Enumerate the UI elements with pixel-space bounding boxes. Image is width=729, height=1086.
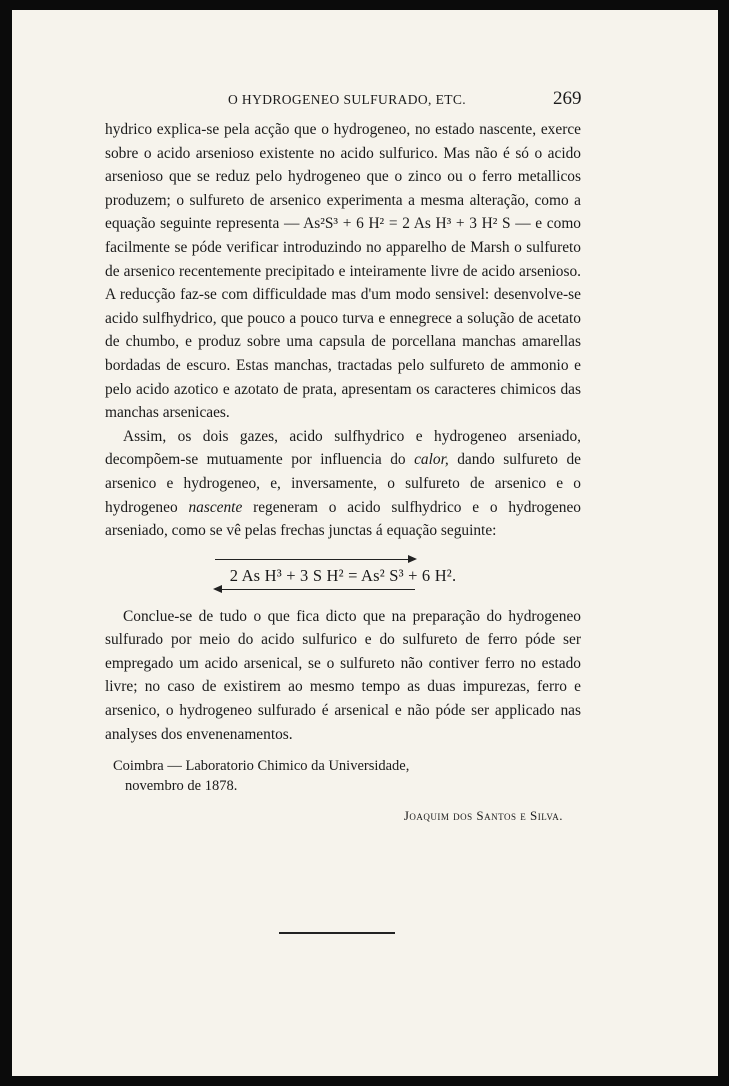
equation-formula: 2 As H³ + 3 S H² = As² S³ + 6 H². xyxy=(229,565,457,585)
end-rule xyxy=(279,932,395,934)
paragraph-1: hydrico explica-se pela acção que o hydrogeneo, no estado nascente, exerce sobre o acido arsenioso existente no acido sulfurico. Mas não é só o acido arsenioso que se reduz pelo hydrogeneo que o zinco ou o ferro metallicos produzem; o sulfureto de arsenico experimenta a mesma alteração, como a equação seguinte representa — As²S³ + 6 H² = 2 As H³ + 3 H² S — e como facilmente se póde verificar introduzindo no apparelho de Marsh o sulfureto de arsenico recentemente precipitado e inteiramente livre de acido arsenioso. A reducção faz-se com difficuldade mas d'um modo sensivel: desenvolve-se acido sulfhydrico, que pouco a pouco turva e ennegrece a solução de acetato de chumbo, e produz sobre uma capsula de porcellana manchas amarellas bordadas de escuro. Estas manchas, tractadas pelo sulfureto de ammonio e pelo acido azotico e azotato de prata, apresentam os caracteres chimicos das manchas arsenicaes. xyxy=(105,121,581,422)
reverse-arrow xyxy=(215,589,415,590)
forward-arrow xyxy=(215,559,415,560)
italic-calor: calor, xyxy=(414,451,449,469)
date-line: novembro de 1878. xyxy=(125,778,238,795)
page-number: 269 xyxy=(553,88,582,109)
author-signature: Joaquim dos Santos e Silva. xyxy=(403,808,563,824)
paragraph-2-part-a: Assim, os dois gazes, acido sulfhydrico e hydrogeneo arseniado, decompõem-se mutuamente por influencia do xyxy=(105,427,581,469)
page-header xyxy=(12,88,718,118)
paragraph-2-part-b: dando sulfureto de arsenico e hydrogeneo, e, inversamente, o sulfureto de arsenico e o hydrogeneo xyxy=(105,451,582,516)
paragraph-3: Conclue-se de tudo o que fica dicto que na preparação do hydrogeneo sulfurado por meio do acido sulfurico e do sulfureto de ferro póde ser empregado um acido arsenical, se o sulfureto não contiver ferro no estado livre; no caso de existirem ao mesmo tempo as duas impurezas, ferro e arsenico, o hydrogeneo sulfurado é arsenical e não póde ser applicado nas analyses dos envenenamentos. xyxy=(105,607,581,743)
paragraph-2 xyxy=(105,425,581,543)
italic-nascente: nascente xyxy=(188,498,243,516)
paragraph-2-part-c: regeneram o acido sulfhydrico e o hydrogeneo arseniado, como se vê pelas frechas junctas á equação seguinte: xyxy=(105,498,581,540)
reversible-equation xyxy=(105,553,581,593)
place-line: Coimbra — Laboratorio Chimico da Universidade, xyxy=(113,758,410,775)
running-head: O HYDROGENEO SULFURADO, ETC. xyxy=(228,92,467,107)
page-body xyxy=(105,118,581,828)
book-page xyxy=(12,10,718,1076)
